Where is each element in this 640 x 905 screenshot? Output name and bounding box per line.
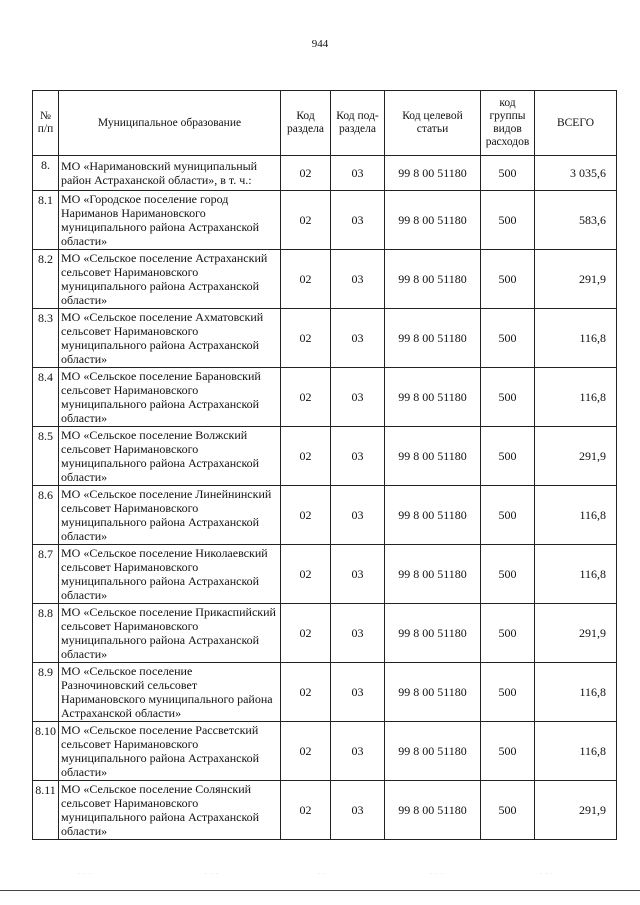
cell-target-code: 99 8 00 51180 (385, 545, 481, 604)
cell-target-code: 99 8 00 51180 (385, 486, 481, 545)
cell-section-code: 02 (281, 545, 331, 604)
header-subsection-code: Код под-раздела (331, 91, 385, 156)
table-row (33, 604, 617, 663)
cell-subsection-code: 03 (331, 156, 385, 191)
cell-subsection-code: 03 (331, 427, 385, 486)
cell-total: 116,8 (535, 309, 617, 368)
cell-subsection-code: 03 (331, 368, 385, 427)
cell-expense-group-code: 500 (481, 781, 535, 840)
table-body (33, 156, 617, 840)
cell-total: 116,8 (535, 486, 617, 545)
cell-section-code: 02 (281, 722, 331, 781)
cell-num: 8.11 (33, 781, 59, 840)
cell-total: 116,8 (535, 545, 617, 604)
scan-artifact: . . . (540, 868, 554, 876)
cell-municipality: МО «Сельское поселение Рассветский сельсовет Наримановского муниципального района Астраханской области» (59, 722, 281, 781)
cell-section-code: 02 (281, 368, 331, 427)
cell-subsection-code: 03 (331, 722, 385, 781)
table-row (33, 250, 617, 309)
cell-section-code: 02 (281, 781, 331, 840)
cell-municipality: МО «Наримановский муниципальный район Астраханской области», в т. ч.: (59, 156, 281, 191)
cell-expense-group-code: 500 (481, 191, 535, 250)
table-row (33, 427, 617, 486)
cell-expense-group-code: 500 (481, 486, 535, 545)
cell-target-code: 99 8 00 51180 (385, 368, 481, 427)
cell-municipality: МО «Городское поселение город Нариманов Наримановского муниципального района Астраханской области» (59, 191, 281, 250)
cell-num: 8.7 (33, 545, 59, 604)
cell-section-code: 02 (281, 604, 331, 663)
cell-total: 291,9 (535, 427, 617, 486)
cell-total: 291,9 (535, 250, 617, 309)
cell-section-code: 02 (281, 486, 331, 545)
cell-expense-group-code: 500 (481, 156, 535, 191)
scan-artifact: . . . (78, 868, 92, 876)
table-header-row (33, 91, 617, 156)
cell-expense-group-code: 500 (481, 368, 535, 427)
scan-artifact: . . . (205, 868, 219, 876)
cell-expense-group-code: 500 (481, 663, 535, 722)
table-row (33, 309, 617, 368)
cell-target-code: 99 8 00 51180 (385, 250, 481, 309)
header-section-code: Код раздела (281, 91, 331, 156)
cell-municipality: МО «Сельское поселение Астраханский сельсовет Наримановского муниципального района Астраханской области» (59, 250, 281, 309)
cell-subsection-code: 03 (331, 781, 385, 840)
cell-num: 8.3 (33, 309, 59, 368)
cell-target-code: 99 8 00 51180 (385, 156, 481, 191)
cell-num: 8.9 (33, 663, 59, 722)
cell-total: 291,9 (535, 604, 617, 663)
cell-num: 8.4 (33, 368, 59, 427)
scan-artifact: . . (318, 868, 327, 876)
table-row (33, 781, 617, 840)
budget-table-container (32, 90, 616, 840)
cell-num: 8.6 (33, 486, 59, 545)
cell-municipality: МО «Сельское поселение Солянский сельсовет Наримановского муниципального района Астраханской области» (59, 781, 281, 840)
header-num: № п/п (33, 91, 59, 156)
budget-allocation-table (32, 90, 617, 840)
table-row (33, 368, 617, 427)
table-row (33, 191, 617, 250)
cell-total: 116,8 (535, 663, 617, 722)
cell-subsection-code: 03 (331, 309, 385, 368)
table-row (33, 156, 617, 191)
cell-municipality: МО «Сельское поселение Прикаспийский сельсовет Наримановского муниципального района Астраханской области» (59, 604, 281, 663)
cell-num: 8.2 (33, 250, 59, 309)
cell-total: 291,9 (535, 781, 617, 840)
cell-section-code: 02 (281, 663, 331, 722)
cell-municipality: МО «Сельское поселение Барановский сельсовет Наримановского муниципального района Астраханской области» (59, 368, 281, 427)
cell-municipality: МО «Сельское поселение Линейнинский сельсовет Наримановского муниципального района Астраханской области» (59, 486, 281, 545)
page-number: 944 (311, 38, 329, 50)
cell-target-code: 99 8 00 51180 (385, 722, 481, 781)
cell-num: 8. (33, 156, 59, 191)
cell-subsection-code: 03 (331, 250, 385, 309)
cell-expense-group-code: 500 (481, 427, 535, 486)
cell-subsection-code: 03 (331, 486, 385, 545)
header-target-code: Код целевой статьи (385, 91, 481, 156)
cell-total: 116,8 (535, 368, 617, 427)
cell-num: 8.8 (33, 604, 59, 663)
cell-num: 8.1 (33, 191, 59, 250)
cell-num: 8.10 (33, 722, 59, 781)
table-row (33, 486, 617, 545)
cell-section-code: 02 (281, 156, 331, 191)
cell-target-code: 99 8 00 51180 (385, 191, 481, 250)
table-row (33, 722, 617, 781)
cell-municipality: МО «Сельское поселение Ахматовский сельсовет Наримановского муниципального района Астраханской области» (59, 309, 281, 368)
footer-divider (0, 890, 640, 891)
cell-expense-group-code: 500 (481, 545, 535, 604)
cell-expense-group-code: 500 (481, 722, 535, 781)
cell-target-code: 99 8 00 51180 (385, 427, 481, 486)
cell-target-code: 99 8 00 51180 (385, 663, 481, 722)
cell-target-code: 99 8 00 51180 (385, 309, 481, 368)
cell-section-code: 02 (281, 309, 331, 368)
cell-section-code: 02 (281, 191, 331, 250)
table-row (33, 663, 617, 722)
cell-subsection-code: 03 (331, 604, 385, 663)
cell-target-code: 99 8 00 51180 (385, 781, 481, 840)
cell-expense-group-code: 500 (481, 309, 535, 368)
cell-target-code: 99 8 00 51180 (385, 604, 481, 663)
cell-section-code: 02 (281, 427, 331, 486)
cell-total: 3 035,6 (535, 156, 617, 191)
header-municipality: Муниципальное образование (59, 91, 281, 156)
cell-total: 583,6 (535, 191, 617, 250)
cell-subsection-code: 03 (331, 545, 385, 604)
cell-municipality: МО «Сельское поселение Разночиновский сельсовет Наримановского муниципального района Астраханской области» (59, 663, 281, 722)
header-expense-group-code: код группы видов расходов (481, 91, 535, 156)
cell-expense-group-code: 500 (481, 604, 535, 663)
scan-artifact: . . . (430, 868, 444, 876)
cell-total: 116,8 (535, 722, 617, 781)
cell-subsection-code: 03 (331, 663, 385, 722)
cell-municipality: МО «Сельское поселение Волжский сельсовет Наримановского муниципального района Астраханской области» (59, 427, 281, 486)
header-total: ВСЕГО (535, 91, 617, 156)
cell-municipality: МО «Сельское поселение Николаевский сельсовет Наримановского муниципального района Астраханской области» (59, 545, 281, 604)
cell-section-code: 02 (281, 250, 331, 309)
cell-expense-group-code: 500 (481, 250, 535, 309)
table-row (33, 545, 617, 604)
cell-num: 8.5 (33, 427, 59, 486)
cell-subsection-code: 03 (331, 191, 385, 250)
